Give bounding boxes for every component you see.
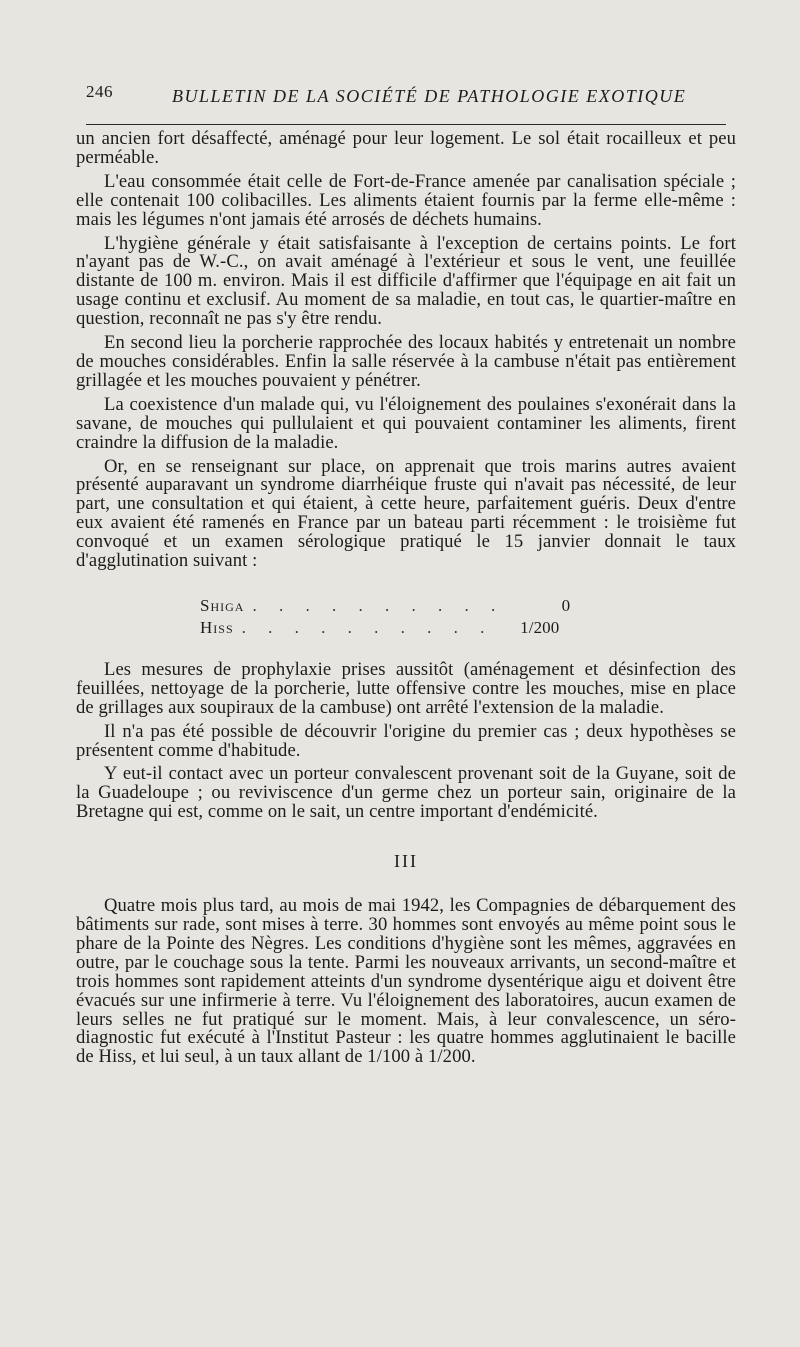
agglutination-results	[200, 595, 571, 639]
paragraph: L'eau consommée était celle de Fort-de-France amenée par canalisation spéciale ; elle contenait 100 colibacilles. Les aliments étaient fournis par la ferme elle-même : mais les légumes n'ont jamais été arrosés de déchets humains.	[76, 170, 736, 230]
paragraph: Quatre mois plus tard, au mois de mai 1942, les Compagnies de débarquement des bâtiments sur rade, sont mises à terre. 30 hommes sont envoyés au même point sous le phare de la Pointe des Nègres. Les conditions d'hygiène sont les mêmes, aggravées en outre, par le couchage sous la tente. Parmi les nouveaux arrivants, un second-maître et trois hommes sont rapidement atteints d'un syndrome dysentérique aigu et doivent être évacués sur une infirmerie à terre. Vu l'éloignement des laboratoires, aucun examen de leurs selles ne fut pratiqué sur le moment. Mais, à leur convalescence, un séro-diagnostic fut exécuté à l'Institut Pasteur : les quatre hommes agglutinaient le bacille de Hiss, et lui seul, à un taux allant de 1/100 à 1/200.	[76, 895, 736, 1068]
leader-dots: . . . . . . . . . .	[252, 595, 505, 615]
page-header	[86, 78, 736, 114]
body-text	[76, 130, 736, 1072]
paragraph: L'hygiène générale y était satisfaisante à l'exception de certains points. Le fort n'ayant pas de W.-C., on avait aménagé à l'extérieur et sous le vent, une feuillée distante de 100 m. environ. Mais il est difficile d'affirmer que l'équipage en ait fait un usage continu et exclusif. Au moment de sa maladie, en tout cas, le quartier-maître en question, reconnaît ne pas s'y être rendu.	[76, 232, 736, 330]
paragraph: un ancien fort désaffecté, aménagé pour leur logement. Le sol était rocailleux et peu perméable.	[76, 128, 736, 168]
paragraph: Il n'a pas été possible de découvrir l'origine du premier cas ; deux hypothèses se présentent comme d'habitude.	[76, 720, 736, 761]
paragraph: La coexistence d'un malade qui, vu l'éloignement des poulaines s'exonérait dans la savane, de mouches qui pullulaient et qui pouvaient contaminer les aliments, firent craindre la diffusion de la maladie.	[76, 393, 736, 453]
leader-dots: . . . . . . . . . .	[241, 617, 494, 637]
running-title: BULLETIN DE LA SOCIÉTÉ DE PATHOLOGIE EXOTIQUE	[172, 86, 687, 106]
result-value: 0	[561, 595, 571, 615]
paragraph: Or, en se renseignant sur place, on apprenait que trois marins autres avaient présenté auparavant un syndrome diarrhéique fruste qui n'avait pas nécessité, de leur part, une consultation et qui étaient, à cette heure, parfaitement guéris. Deux d'entre eux avaient été ramenés en France par un bateau parti récemment : le troisième fut convoqué et un examen sérologique pratiqué le 15 janvier donnait le taux d'agglutination suivant :	[76, 455, 736, 572]
paragraph: Les mesures de prophylaxie prises aussitôt (aménagement et désinfection des feuillées, nettoyage de la porcherie, lutte offensive contre les mouches, mise en place de grillages aux soupiraux de la cambuse) ont arrêté l'extension de la maladie.	[76, 658, 736, 718]
result-name: Shiga	[200, 595, 245, 615]
paragraph: En second lieu la porcherie rapprochée des locaux habités y entretenait un nombre de mouches considérables. Enfin la salle réservée à la cambuse n'était pas entièrement grillagée et les mouches pouvaient y pénétrer.	[76, 332, 736, 391]
result-row-shiga	[200, 595, 571, 617]
result-row-hiss	[200, 617, 560, 639]
result-name: Hiss	[200, 617, 234, 637]
page-number: 246	[86, 82, 113, 101]
section-heading: III	[394, 851, 418, 872]
paragraph: Y eut-il contact avec un porteur convalescent provenant soit de la Guyane, soit de la Guadeloupe ; ou reviviscence d'un germe chez un porteur sain, originaire de la Bretagne qui est, comme on le sait, un centre important d'endémicité.	[76, 763, 736, 823]
header-rule	[86, 124, 726, 125]
result-value: 1/200	[520, 617, 560, 637]
